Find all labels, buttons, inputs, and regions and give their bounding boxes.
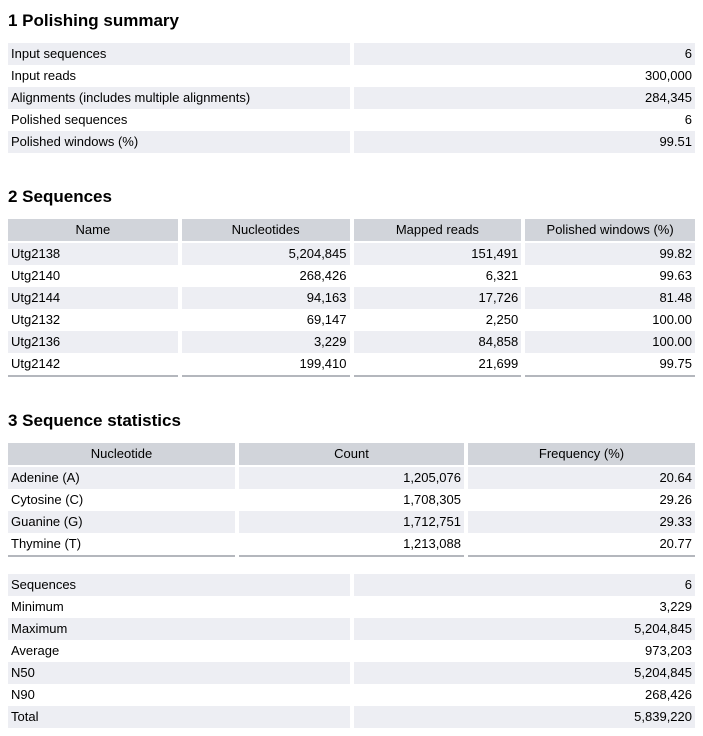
table-cell: 2,250 — [352, 309, 524, 331]
table-row — [8, 511, 695, 533]
section-sequence-statistics — [8, 411, 695, 728]
table-row — [8, 65, 695, 87]
polishing-summary-table-body — [8, 43, 695, 153]
polishing-summary-heading: 1 Polishing summary — [8, 11, 179, 30]
table-cell: 6 — [352, 574, 696, 596]
table-cell: Minimum — [8, 596, 352, 618]
table-cell: 268,426 — [645, 687, 692, 702]
table-cell: 99.75 — [523, 353, 695, 376]
column-header: Count — [237, 443, 466, 466]
table-row — [8, 43, 695, 65]
table-cell: N90 — [8, 684, 352, 706]
table-row — [8, 331, 695, 353]
table-row — [8, 353, 695, 376]
table-cell: 99.51 — [352, 131, 696, 153]
table-cell: 151,491 — [352, 242, 524, 265]
table-cell: Total — [8, 706, 352, 728]
table-cell: 69,147 — [180, 309, 352, 331]
table-cell: 5,204,845 — [352, 662, 696, 684]
column-header: Mapped reads — [352, 219, 524, 242]
length-statistics-table — [8, 574, 695, 728]
table-cell: 100.00 — [523, 331, 695, 353]
sequences-table-body — [8, 242, 695, 376]
polishing-report — [8, 11, 695, 728]
table-cell: 199,410 — [180, 353, 352, 376]
table-cell: Polished windows (%) — [8, 131, 352, 153]
table-row — [8, 87, 695, 109]
table-cell: Utg2142 — [8, 353, 180, 376]
section-sequences — [8, 187, 695, 377]
table-cell: 6,321 — [352, 265, 524, 287]
table-header-row — [8, 219, 695, 242]
table-row — [8, 618, 695, 640]
table-cell: 29.26 — [659, 492, 692, 507]
table-cell: Guanine (G) — [8, 511, 237, 533]
nucleotide-table-body — [8, 466, 695, 556]
table-cell: 6 — [352, 43, 696, 65]
table-cell: 3,229 — [659, 599, 692, 614]
table-cell: Maximum — [8, 618, 352, 640]
table-cell: 100.00 — [652, 312, 692, 327]
table-cell: 1,708,305 — [237, 489, 466, 511]
table-cell: Utg2136 — [8, 331, 180, 353]
table-cell: 300,000 — [645, 68, 692, 83]
table-row — [8, 109, 695, 131]
nucleotide-table-head — [8, 443, 695, 466]
table-cell: 20.77 — [466, 533, 695, 556]
table-cell: 268,426 — [180, 265, 352, 287]
sequences-table-head — [8, 219, 695, 242]
table-cell: Cytosine (C) — [8, 489, 237, 511]
table-cell: 5,839,220 — [352, 706, 696, 728]
table-row — [8, 662, 695, 684]
table-row — [8, 489, 695, 511]
sequence-statistics-heading: 3 Sequence statistics — [8, 411, 181, 430]
table-row — [8, 706, 695, 728]
column-header: Nucleotides — [180, 219, 352, 242]
table-cell: Sequences — [8, 574, 352, 596]
table-cell: N50 — [8, 662, 352, 684]
table-cell: 99.82 — [523, 242, 695, 265]
table-cell: 99.63 — [659, 268, 692, 283]
polishing-summary-table — [8, 43, 695, 153]
table-cell: 1,712,751 — [237, 511, 466, 533]
table-cell: Thymine (T) — [8, 533, 237, 556]
table-row — [8, 265, 695, 287]
column-header: Frequency (%) — [466, 443, 695, 466]
table-cell: 81.48 — [523, 287, 695, 309]
table-row — [8, 574, 695, 596]
table-cell: 29.33 — [466, 511, 695, 533]
table-cell: 6 — [684, 112, 692, 127]
length-statistics-table-body — [8, 574, 695, 728]
table-cell: 21,699 — [352, 353, 524, 376]
table-cell: Input reads — [8, 65, 352, 87]
sequences-table — [8, 219, 695, 377]
table-row — [8, 309, 695, 331]
table-row — [8, 596, 695, 618]
table-row — [8, 287, 695, 309]
column-header: Nucleotide — [8, 443, 237, 466]
column-header: Polished windows (%) — [523, 219, 695, 242]
table-cell: Utg2144 — [8, 287, 180, 309]
table-cell: Average — [8, 640, 352, 662]
table-cell: Utg2140 — [8, 265, 180, 287]
table-row — [8, 131, 695, 153]
table-cell: 5,204,845 — [352, 618, 696, 640]
table-cell: 1,213,088 — [237, 533, 466, 556]
table-cell: Alignments (includes multiple alignments) — [8, 87, 352, 109]
table-row — [8, 466, 695, 489]
table-row — [8, 533, 695, 556]
table-row — [8, 684, 695, 706]
table-cell: 5,204,845 — [180, 242, 352, 265]
table-cell: Utg2132 — [8, 309, 180, 331]
table-row — [8, 640, 695, 662]
column-header: Name — [8, 219, 180, 242]
table-cell: 17,726 — [352, 287, 524, 309]
table-cell: 284,345 — [352, 87, 696, 109]
table-cell: Adenine (A) — [8, 466, 237, 489]
nucleotide-table — [8, 443, 695, 557]
table-cell: 94,163 — [180, 287, 352, 309]
table-cell: 84,858 — [352, 331, 524, 353]
section-polishing-summary — [8, 11, 695, 153]
sequences-heading: 2 Sequences — [8, 187, 112, 206]
table-cell: Input sequences — [8, 43, 352, 65]
table-cell: 1,205,076 — [237, 466, 466, 489]
table-cell: Utg2138 — [8, 242, 180, 265]
table-header-row — [8, 443, 695, 466]
table-cell: 20.64 — [466, 466, 695, 489]
table-cell: 3,229 — [180, 331, 352, 353]
table-row — [8, 242, 695, 265]
table-cell: 973,203 — [645, 643, 692, 658]
table-cell: Polished sequences — [8, 109, 352, 131]
